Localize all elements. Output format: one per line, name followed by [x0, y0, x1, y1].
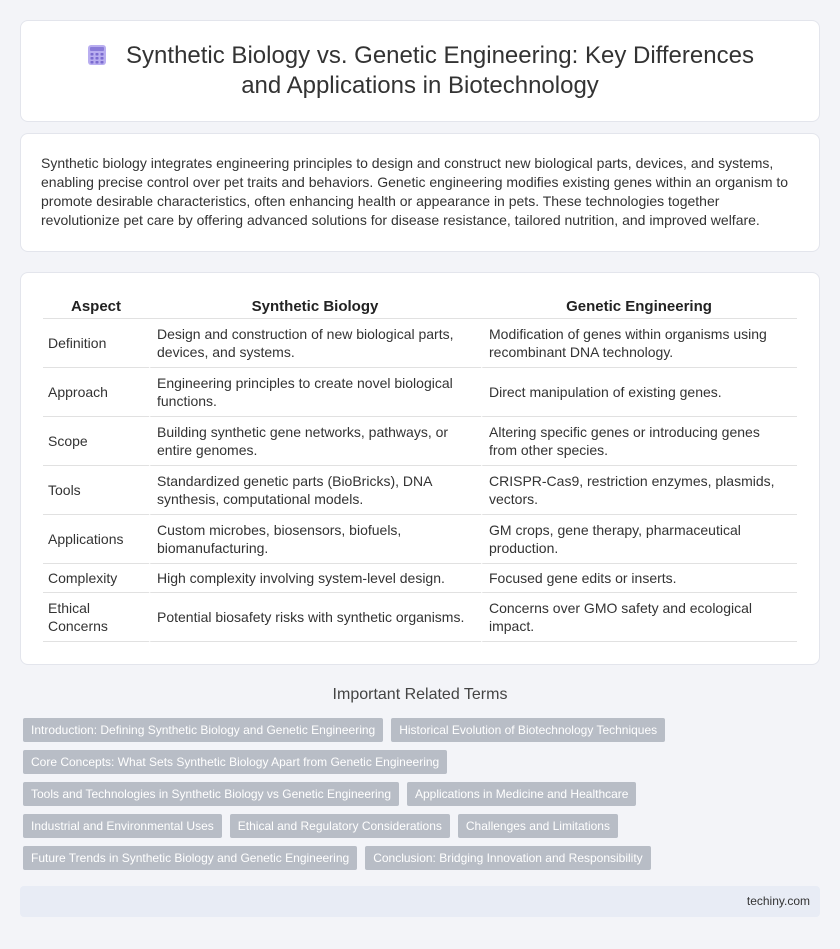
cell-genetic: Modification of genes within organisms using recombinant DNA technology.	[481, 319, 797, 368]
related-terms-heading: Important Related Terms	[332, 686, 508, 703]
cell-aspect: Approach	[43, 368, 149, 417]
cell-aspect: Complexity	[43, 564, 149, 593]
page-title-text: Synthetic Biology vs. Genetic Engineering: Key Differences and Applications in Biotechnology	[126, 42, 754, 99]
table-row	[43, 466, 797, 515]
cell-synthetic: Engineering principles to create novel biological functions.	[149, 368, 481, 417]
intro-paragraph: Synthetic biology integrates engineering principles to design and construct new biological parts, devices, and systems, enabling precise control over pet traits and behaviors. Genetic engineering modifies existing genes within an organism to promote desirable characteristics, often enhancing health or appearance in pets. These technologies together revolutionize pet care by offering advanced solutions for disease resistance, tailored nutrition, and improved welfare.	[41, 155, 789, 228]
header-synthetic-biology: Synthetic Biology	[149, 293, 481, 319]
cell-synthetic: Standardized genetic parts (BioBricks), DNA synthesis, computational models.	[149, 466, 481, 515]
cell-genetic: CRISPR-Cas9, restriction enzymes, plasmids, vectors.	[481, 466, 797, 515]
table-row	[43, 564, 797, 593]
cell-aspect: Applications	[43, 515, 149, 564]
table-header-row	[43, 293, 797, 319]
related-terms-list	[23, 718, 813, 878]
cell-genetic: Focused gene edits or inserts.	[481, 564, 797, 593]
comparison-table	[43, 293, 797, 642]
related-term-tag[interactable]: Historical Evolution of Biotechnology Techniques	[391, 718, 665, 742]
cell-synthetic: Building synthetic gene networks, pathways, or entire genomes.	[149, 417, 481, 466]
related-term-tag[interactable]: Challenges and Limitations	[458, 814, 618, 838]
cell-genetic: Concerns over GMO safety and ecological impact.	[481, 593, 797, 642]
cell-synthetic: Custom microbes, biosensors, biofuels, biomanufacturing.	[149, 515, 481, 564]
cell-aspect: Scope	[43, 417, 149, 466]
related-term-tag[interactable]: Core Concepts: What Sets Synthetic Biology Apart from Genetic Engineering	[23, 750, 447, 774]
footer	[20, 886, 820, 917]
cell-genetic: GM crops, gene therapy, pharmaceutical production.	[481, 515, 797, 564]
cell-aspect: Tools	[43, 466, 149, 515]
table-row	[43, 515, 797, 564]
cell-synthetic: Design and construction of new biological parts, devices, and systems.	[149, 319, 481, 368]
cell-genetic: Altering specific genes or introducing genes from other species.	[481, 417, 797, 466]
table-row	[43, 368, 797, 417]
related-term-tag[interactable]: Tools and Technologies in Synthetic Biology vs Genetic Engineering	[23, 782, 399, 806]
calculator-icon	[86, 44, 108, 66]
intro-card	[20, 133, 820, 252]
footer-site-link[interactable]: techiny.com	[746, 894, 810, 908]
page-title	[70, 41, 770, 101]
cell-genetic: Direct manipulation of existing genes.	[481, 368, 797, 417]
related-term-tag[interactable]: Applications in Medicine and Healthcare	[407, 782, 636, 806]
related-term-tag[interactable]: Industrial and Environmental Uses	[23, 814, 222, 838]
cell-synthetic: High complexity involving system-level design.	[149, 564, 481, 593]
related-term-tag[interactable]: Future Trends in Synthetic Biology and Genetic Engineering	[23, 846, 357, 870]
related-term-tag[interactable]: Conclusion: Bridging Innovation and Responsibility	[365, 846, 651, 870]
title-card	[20, 20, 820, 122]
cell-synthetic: Potential biosafety risks with synthetic organisms.	[149, 593, 481, 642]
cell-aspect: Definition	[43, 319, 149, 368]
table-row	[43, 417, 797, 466]
cell-aspect: Ethical Concerns	[43, 593, 149, 642]
table-row	[43, 319, 797, 368]
related-term-tag[interactable]: Ethical and Regulatory Considerations	[230, 814, 450, 838]
header-aspect: Aspect	[43, 293, 149, 319]
related-term-tag[interactable]: Introduction: Defining Synthetic Biology and Genetic Engineering	[23, 718, 383, 742]
header-genetic-engineering: Genetic Engineering	[481, 293, 797, 319]
table-row	[43, 593, 797, 642]
comparison-table-card	[20, 272, 820, 665]
